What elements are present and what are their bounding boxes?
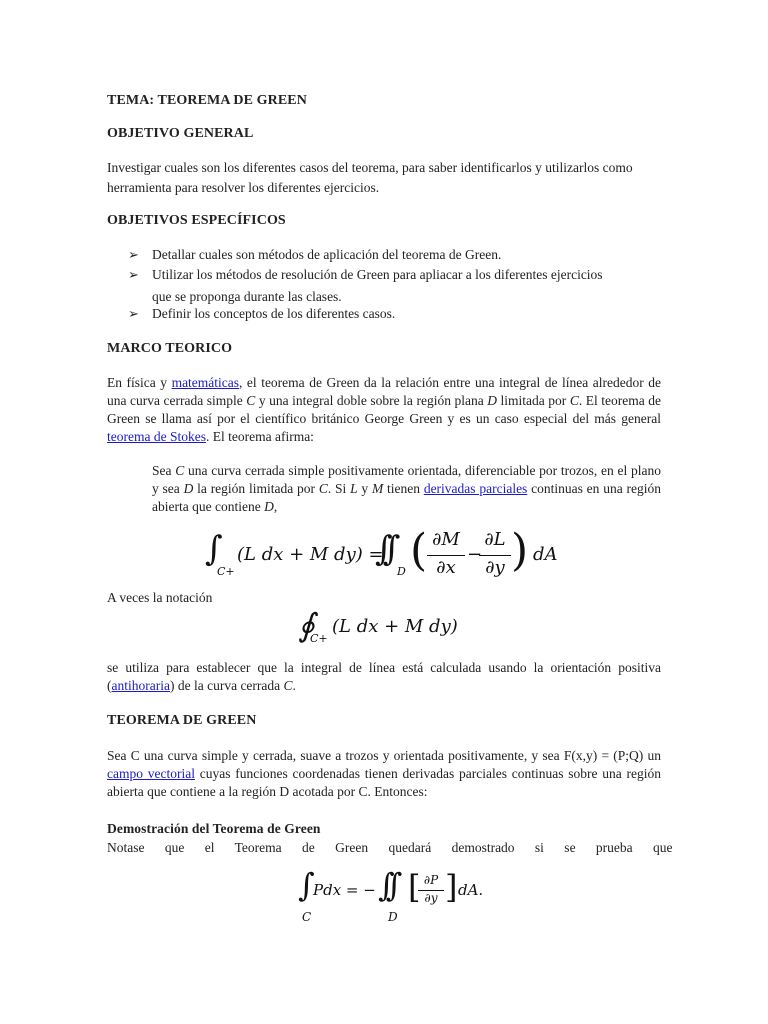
theorem-quote: Sea C una curva cerrada simple positivamente orientada, diferenciable por trozos, en el plano y sea D la región limitada por C. Si L y M tienen derivadas parciales continuas en una región abierta que contiene D, bbox=[152, 463, 661, 514]
demostracion-heading: Demostración del Teorema de Green bbox=[107, 821, 321, 836]
green-theorem-formula: ∫ C+ (L dx + M dy) = ∫∫ D ( ∂M ∂x − ∂L ∂y ) dA bbox=[205, 525, 558, 578]
right-bracket: ] bbox=[445, 868, 458, 906]
contour-integral-sign: ∮ bbox=[298, 606, 315, 644]
title-heading: TEMA: TEOREMA DE GREEN bbox=[107, 93, 307, 108]
objetivos-especificos-heading: OBJETIVOS ESPECÍFICOS bbox=[107, 213, 286, 228]
right-paren: ) bbox=[511, 525, 529, 576]
campo-vectorial-link[interactable]: campo vectorial bbox=[107, 766, 195, 781]
demonstration-formula: ∫ C Pdx = − ∫∫ D [ ∂P ∂y ] dA. bbox=[298, 866, 484, 924]
derivadas-parciales-link[interactable]: derivadas parciales bbox=[423, 481, 528, 496]
teorema-de-stokes-link[interactable]: teorema de Stokes bbox=[107, 429, 206, 444]
arrow-bullet-icon: ➢ bbox=[128, 267, 139, 282]
list-item: ➢ Definir los conceptos de los diferentes casos. bbox=[128, 304, 668, 324]
teorema-heading: TEOREMA DE GREEN bbox=[107, 713, 257, 728]
arrow-bullet-icon: ➢ bbox=[128, 247, 139, 262]
left-bracket: [ bbox=[408, 868, 421, 906]
marco-teorico-heading: MARCO TEORICO bbox=[107, 341, 233, 356]
integral-sign: ∫ bbox=[298, 866, 315, 904]
a-veces-text: A veces la notación bbox=[107, 590, 213, 605]
fraction-bar bbox=[427, 555, 465, 556]
notase-paragraph: Notase que el Teorema de Green quedará demostrado si se prueba que bbox=[107, 840, 673, 855]
matematicas-link[interactable]: matemáticas bbox=[171, 375, 240, 390]
contour-integral-formula: ∮ C+ (L dx + M dy) bbox=[298, 606, 458, 645]
antihoraria-link[interactable]: antihoraria bbox=[111, 678, 170, 693]
list-item: ➢ Detallar cuales son métodos de aplicación del teorema de Green. bbox=[128, 245, 668, 265]
integral-sign: ∫ bbox=[205, 529, 223, 569]
arrow-bullet-icon: ➢ bbox=[128, 306, 139, 321]
marco-teorico-paragraph: En física y matemáticas, el teorema de Green da la relación entre una integral de línea alrededor de una curva cerrada simple C y una integral doble sobre la región plana D limitada por C. El teorema de Green se llama así por el científico británico George Green y es un caso especial del más general teorema de Stokes. El teorema afirma: bbox=[107, 375, 661, 444]
objetivo-general-paragraph: Investigar cuales son los diferentes casos del teorema, para saber identificarlos y utilizarlos como herramienta para resolver los diferentes ejercicios. bbox=[107, 160, 633, 195]
double-integral-sign: ∫∫ bbox=[378, 866, 394, 904]
objetivo-general-heading: OBJETIVO GENERAL bbox=[107, 126, 254, 141]
objetivos-list bbox=[128, 245, 668, 324]
fraction-bar bbox=[479, 555, 511, 556]
teorema-paragraph: Sea C una curva simple y cerrada, suave a trozos y orientada positivamente, y sea F(x,y) = (P;Q) un campo vectorial cuyas funciones coordenadas tienen derivadas parciales continuas sobre una región abierta que contiene a la región D acotada por C. Entonces: bbox=[107, 748, 661, 799]
left-paren: ( bbox=[410, 525, 428, 576]
se-utiliza-paragraph: se utiliza para establecer que la integral de línea está calculada usando la orientación positiva (antihoraria) de la curva cerrada C. bbox=[107, 660, 661, 693]
list-item: ➢ Utilizar los métodos de resolución de Green para apliacar a los diferentes ejercicios que se proponga durante las clases. bbox=[128, 267, 603, 304]
double-integral-sign: ∫∫ bbox=[375, 529, 391, 569]
